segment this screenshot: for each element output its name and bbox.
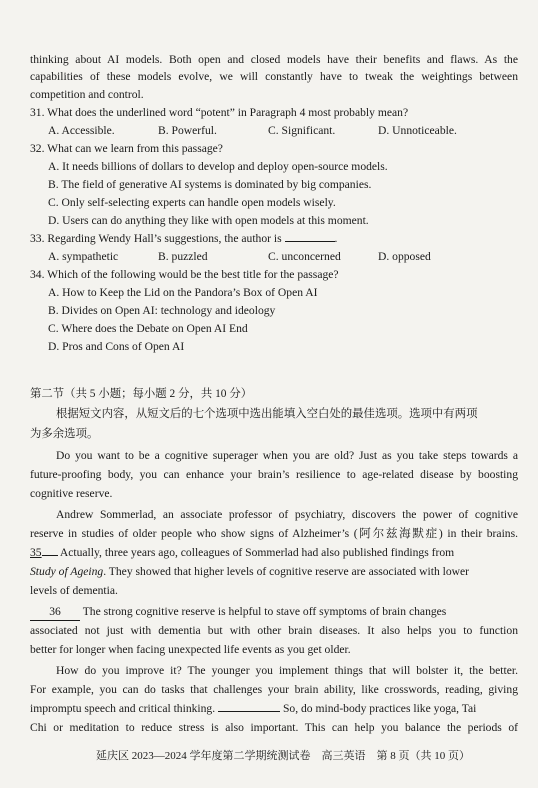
option: D. Pros and Cons of Open AI bbox=[48, 340, 185, 353]
paragraph-line: How do you improve it? The younger you implement things that will bolster it, the better. bbox=[56, 664, 518, 677]
paragraph-line: associated not just with dementia but with other brain diseases. It also helps you to function bbox=[30, 624, 518, 637]
option: D. Unnoticeable. bbox=[378, 124, 457, 137]
paragraph-text: The strong cognitive reserve is helpful to stave off symptoms of brain changes bbox=[82, 605, 447, 618]
paragraph-line bbox=[30, 563, 518, 580]
option: A. Accessible. bbox=[48, 124, 115, 137]
question-32-stem: 32. What can we learn from this passage? bbox=[30, 142, 223, 155]
answer-blank bbox=[285, 241, 335, 242]
passage-line: competition and control. bbox=[30, 88, 144, 101]
option: C. unconcerned bbox=[268, 250, 341, 263]
paragraph-line-blank-36 bbox=[30, 603, 518, 621]
option: C. Where does the Debate on Open AI End bbox=[48, 322, 248, 335]
question-34-stem: 34. Which of the following would be the best title for the passage? bbox=[30, 268, 339, 281]
question-33-stem bbox=[30, 230, 518, 247]
option: C. Significant. bbox=[268, 124, 336, 137]
paragraph-line: For example, you can do tasks that challenges your brain ability, like crosswords, reading, giving bbox=[30, 683, 518, 696]
page-footer: 延庆区 2023—2024 学年度第二学期统测试卷 高三英语 第 8 页（共 10 页） bbox=[96, 750, 470, 762]
answer-blank bbox=[218, 711, 280, 712]
paragraph-text: Actually, three years ago, colleagues of Sommerlad had also published findings from bbox=[59, 546, 455, 559]
paragraph-line: Do you want to be a cognitive superager when you are old? Just as you take steps towards a bbox=[56, 449, 518, 462]
study-title: Study of Ageing bbox=[30, 565, 104, 578]
option: C. Only self-selecting experts can handle open models wisely. bbox=[48, 196, 336, 209]
paragraph-text: So, do mind-body practices like yoga, Tai bbox=[282, 702, 477, 715]
paragraph-text: . They showed that higher levels of cognitive reserve are associated with lower bbox=[103, 565, 470, 578]
instructions-line: 为多余选项。 bbox=[30, 428, 99, 440]
paragraph-line: levels of dementia. bbox=[30, 584, 118, 597]
option: D. opposed bbox=[378, 250, 431, 263]
answer-blank bbox=[42, 555, 58, 556]
question-31-options bbox=[48, 122, 488, 139]
blank-number-35: 35 bbox=[30, 546, 42, 559]
paragraph-line-blank bbox=[30, 700, 518, 717]
option: B. The field of generative AI systems is dominated by big companies. bbox=[48, 178, 372, 191]
section-heading: 第二节（共 5 小题；每小题 2 分，共 10 分） bbox=[30, 388, 253, 400]
option: A. sympathetic bbox=[48, 250, 119, 263]
paragraph-line: better for longer when facing unexpected life events as you get older. bbox=[30, 643, 351, 656]
stem-text: 33. Regarding Wendy Hall’s suggestions, the author is bbox=[30, 232, 282, 245]
option: A. How to Keep the Lid on the Pandora’s Box of Open AI bbox=[48, 286, 318, 299]
question-33-options bbox=[48, 248, 488, 265]
option: D. Users can do anything they like with open models at this moment. bbox=[48, 214, 369, 227]
paragraph-line: cognitive reserve. bbox=[30, 487, 113, 500]
blank-number-36: 36 bbox=[49, 605, 61, 618]
passage-line: capabilities of these models evolve, we will constantly have to tweak the weightings between bbox=[30, 70, 518, 83]
stem-end: . bbox=[334, 232, 338, 245]
paragraph-line: Chi or meditation to reduce stress is also important. This can help you balance the periods of bbox=[30, 721, 518, 734]
paragraph-line: Andrew Sommerlad, an associate professor of psychiatry, discovers the power of cognitive bbox=[56, 508, 518, 521]
instructions-line: 根据短文内容，从短文后的七个选项中选出能填入空白处的最佳选项。选项中有两项 bbox=[56, 408, 478, 420]
option: B. Divides on Open AI: technology and ideology bbox=[48, 304, 276, 317]
question-31-stem: 31. What does the underlined word “potent” in Paragraph 4 most probably mean? bbox=[30, 106, 409, 119]
paragraph-line-blank-35 bbox=[30, 544, 518, 561]
paragraph-line: future-proofing body, you can enhance your brain’s resilience to age-related disease by boosting bbox=[30, 468, 518, 481]
paragraph-line: reserve in studies of older people who show signs of Alzheimer’s (阿尔兹海默症) in their brains. bbox=[30, 527, 518, 540]
answer-blank-36 bbox=[30, 603, 80, 621]
passage-line: thinking about AI models. Both open and closed models have their benefits and flaws. As the bbox=[30, 53, 518, 66]
option: B. puzzled bbox=[158, 250, 208, 263]
option: A. It needs billions of dollars to develop and deploy open-source models. bbox=[48, 160, 388, 173]
paragraph-text: impromptu speech and critical thinking. bbox=[30, 702, 216, 715]
option: B. Powerful. bbox=[158, 124, 217, 137]
